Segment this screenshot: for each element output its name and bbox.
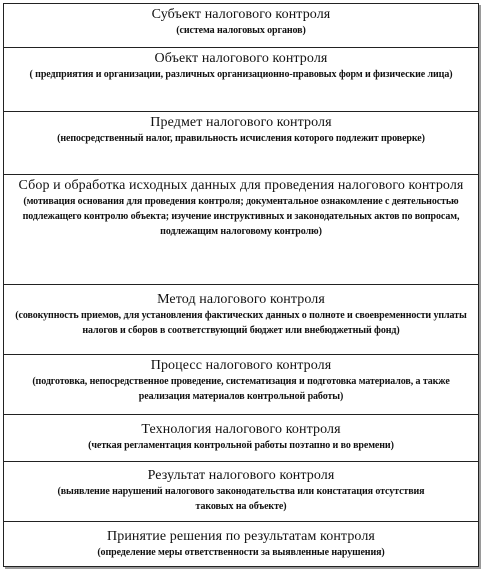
- block-decision-heading: Принятие решения по результатам контроля: [107, 529, 375, 544]
- block-subject-heading: Субъект налогового контроля: [151, 7, 331, 22]
- block-object-desc: ( предприятия и организации, различных организационно-правовых форм и физические лица): [29, 69, 453, 80]
- block-subject: [4, 4, 478, 47]
- block-technology-heading: Технология налогового контроля: [141, 422, 341, 437]
- block-process-heading: Процесс налогового контроля: [150, 358, 332, 373]
- block-data-collection-desc: (мотивация основания для проведения контроля; документальное ознакомление с деятельностью подлежащего контролю объекта; изучение инструктивных и законодательных актов по вопросам, подлежащим налоговому контролю): [22, 196, 460, 237]
- block-data-collection: [4, 174, 478, 284]
- block-subject-matter: [4, 111, 478, 174]
- block-process-desc: (подготовка, непосредственное проведение, систематизация и подготовка материалов, а также реализация материалов контрольной работы): [32, 376, 450, 402]
- block-result-desc: (выявление нарушений налогового законодательства или констатация отсутствия таковых на объекте): [57, 486, 425, 512]
- block-subject-desc: (система налоговых органов): [176, 25, 306, 36]
- block-method-heading: Метод налогового контроля: [157, 292, 325, 307]
- block-object-heading: Объект налогового контроля: [154, 51, 328, 66]
- block-technology: [4, 414, 478, 461]
- block-result-heading: Результат налогового контроля: [147, 468, 335, 483]
- block-method: [4, 284, 478, 354]
- block-data-collection-heading: Сбор и обработка исходных данных для проведения налогового контроля: [18, 178, 464, 193]
- block-decision: [4, 521, 478, 566]
- block-object: [4, 47, 478, 111]
- block-subject-matter-desc: (непосредственный налог, правильность исчисления которого подлежит проверке): [57, 133, 425, 144]
- block-technology-desc: (четкая регламентация контрольной работы поэтапно и во времени): [88, 440, 394, 451]
- block-method-desc: (совокупность приемов, для установления фактических данных о полноте и своевременности уплаты налогов и сборов в соответствующий бюджет или внебюджетный фонд): [15, 310, 467, 336]
- block-process: [4, 354, 478, 414]
- block-decision-desc: (определение меры ответственности за выявленные нарушения): [97, 547, 385, 558]
- block-subject-matter-heading: Предмет налогового контроля: [150, 115, 332, 130]
- block-result: [4, 461, 478, 521]
- tax-control-diagram: [3, 3, 479, 567]
